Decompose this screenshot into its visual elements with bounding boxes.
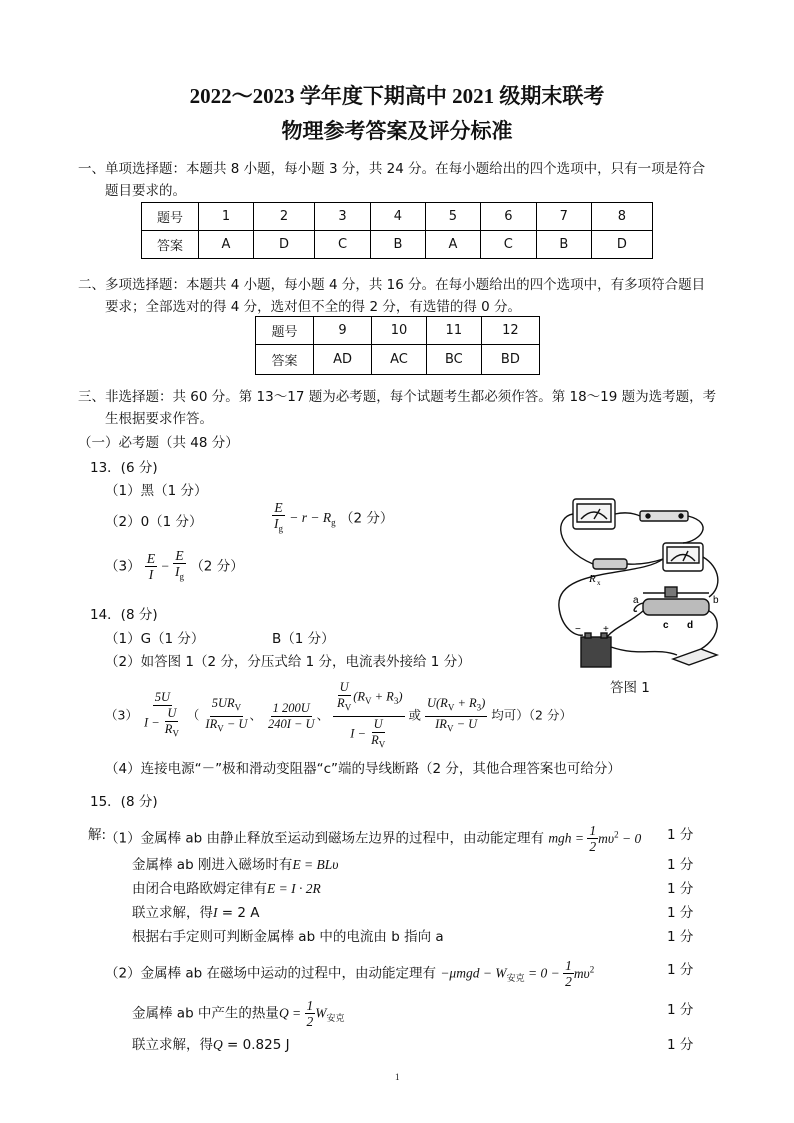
terminal-b-label: b xyxy=(713,595,719,606)
q14-part2: （2）如答图 1（2 分，分压式给 1 分，电流表外接给 1 分） xyxy=(105,654,471,670)
q-number: 11 xyxy=(426,317,481,345)
table-row xyxy=(142,203,653,231)
score: 1 分 xyxy=(667,905,694,921)
q-number: 1 xyxy=(199,203,254,231)
title-line-2: 物理参考答案及评分标准 xyxy=(281,119,513,143)
q-number: 3 xyxy=(315,203,371,231)
answer: BC xyxy=(426,345,481,375)
q-number: 10 xyxy=(372,317,427,345)
answer: BD xyxy=(481,345,539,375)
q-number: 4 xyxy=(370,203,425,231)
page-number: 1 xyxy=(395,1072,400,1082)
q15-line1: （1）金属棒 ab 由静止释放至运动到磁场左边界的过程中，由动能定理有 mgh = $\frac{1}{2}$ $m\upsilon^2 - 0$ xyxy=(105,823,642,854)
answer: B xyxy=(370,231,425,259)
multi-choice-table xyxy=(255,316,540,375)
q15-line4: 联立求解，得I = 2 A xyxy=(132,905,260,921)
q14-part1a: （1）G（1 分） xyxy=(105,631,205,647)
table-row xyxy=(256,317,540,345)
minus-label: − xyxy=(575,624,581,635)
answer: B xyxy=(536,231,591,259)
terminal-c-label: c xyxy=(663,620,669,631)
score: 1 分 xyxy=(667,881,694,897)
section2-heading: 二、多项选择题：本题共 4 小题，每小题 4 分，共 16 分。在每小题给出的四个选项中，有多项符合题目 xyxy=(78,277,706,293)
score: 1 分 xyxy=(667,1002,694,1018)
section3-heading-cont: 生根据要求作答。 xyxy=(105,411,213,427)
battery-icon xyxy=(581,637,611,667)
rx-sub-label: x xyxy=(597,579,601,587)
q13-part2-score: （2 分） xyxy=(339,510,394,527)
q14-part1b: B（1 分） xyxy=(272,631,335,647)
switch-base-icon xyxy=(673,649,717,665)
q15-line8: 联立求解，得Q = 0.825 J xyxy=(132,1037,290,1053)
score: 1 分 xyxy=(667,962,694,978)
q-number: 8 xyxy=(591,203,652,231)
terminal-a-label: a xyxy=(633,595,639,606)
q13-part2: （2）0（1 分） xyxy=(105,514,203,530)
q-number: 2 xyxy=(253,203,314,231)
q15-solve: 解: xyxy=(88,827,107,843)
single-choice-table xyxy=(141,202,653,259)
q13-part3-score: （2 分） xyxy=(190,558,244,575)
answer: C xyxy=(315,231,371,259)
q14-part4: （4）连接电源“－”极和滑动变阻器“c”端的导线断路（2 分，其他合理答案也可给分） xyxy=(105,761,621,777)
table-row xyxy=(256,345,540,375)
section3-sub: （一）必考题（共 48 分） xyxy=(78,435,239,451)
q13-part3: （3） $\frac{E}{I}$ − $\frac{E}{I_g}$ （2 分） xyxy=(105,548,244,582)
q14-head: 14．(8 分) xyxy=(90,607,158,623)
row-label: 题号 xyxy=(142,203,199,231)
rheostat-icon xyxy=(643,599,709,615)
q13-part2-formula: $\frac{E}{I_g}$ − $r - R_g$ （2 分） xyxy=(274,500,394,534)
section1-heading: 一、单项选择题：本题共 8 小题，每小题 3 分，共 24 分。在每小题给出的四个选项中，只有一项是符合 xyxy=(78,161,706,177)
q13-part1: （1）黑（1 分） xyxy=(105,483,208,499)
q15-line3: 由闭合电路欧姆定律有E = I · 2R xyxy=(132,881,321,897)
terminal-d-label: d xyxy=(687,620,694,631)
q-number: 9 xyxy=(314,317,372,345)
row-label: 答案 xyxy=(256,345,314,375)
answer: AD xyxy=(314,345,372,375)
score: 1 分 xyxy=(667,857,694,873)
q-number: 7 xyxy=(536,203,591,231)
section2-heading-cont: 要求；全部选对的得 4 分，选对但不全的得 2 分，有选错的得 0 分。 xyxy=(105,299,522,315)
q15-line2: 金属棒 ab 刚进入磁场时有E = BLυ xyxy=(132,857,339,873)
answer: A xyxy=(425,231,480,259)
resistor-icon xyxy=(593,559,627,569)
q-number: 5 xyxy=(425,203,480,231)
answer: D xyxy=(591,231,652,259)
q15-line5: 根据右手定则可判断金属棒 ab 中的电流由 b 指向 a xyxy=(132,929,444,945)
q15-line7: 金属棒 ab 中产生的热量Q = $\frac{1}{2}$ $W_{安克}$ xyxy=(132,998,345,1029)
q15-line6: （2）金属棒 ab 在磁场中运动的过程中，由动能定理有 $-\mu mgd - W_{安克} = 0$ − $\frac{1}{2}$ $m\upsilon^2$ xyxy=(105,958,595,989)
section1-heading-cont: 题目要求的。 xyxy=(105,183,186,199)
answer: AC xyxy=(372,345,427,375)
answer: A xyxy=(199,231,254,259)
q14-part3: （3） 5U I − $\frac{U}{R_V}$ （ $\frac{5UR_V}{IR_V - U}$ 、 $\frac{1 200U}{240I - U}$ 、 $\frac{U}{R_V}$ $(R_V + R_3)$ I − $\frac{U}{R_V}$ 或 $\frac{U(R_V + R_3)}{IR_V - U}$ 均可）（2 分） xyxy=(105,680,572,749)
figure-caption: 答图 1 xyxy=(610,680,650,696)
answer: C xyxy=(480,231,536,259)
table-row xyxy=(142,231,653,259)
title-line-1: 2022～2023 学年度下期高中 2021 级期末联考 xyxy=(189,84,605,108)
score: 1 分 xyxy=(667,827,694,843)
q-number: 6 xyxy=(480,203,536,231)
section3-heading: 三、非选择题：共 60 分。第 13～17 题为必考题，每个试题考生都必须作答。第 18～19 题为选考题，考 xyxy=(78,389,717,405)
q-number: 12 xyxy=(481,317,539,345)
row-label: 答案 xyxy=(142,231,199,259)
answer: D xyxy=(253,231,314,259)
circuit-figure xyxy=(545,487,730,677)
score: 1 分 xyxy=(667,1037,694,1053)
row-label: 题号 xyxy=(256,317,314,345)
q15-head: 15．(8 分) xyxy=(90,794,158,810)
plus-label: + xyxy=(603,624,609,635)
score: 1 分 xyxy=(667,929,694,945)
rx-label: R xyxy=(589,573,596,585)
q13-head: 13．(6 分) xyxy=(90,460,158,476)
